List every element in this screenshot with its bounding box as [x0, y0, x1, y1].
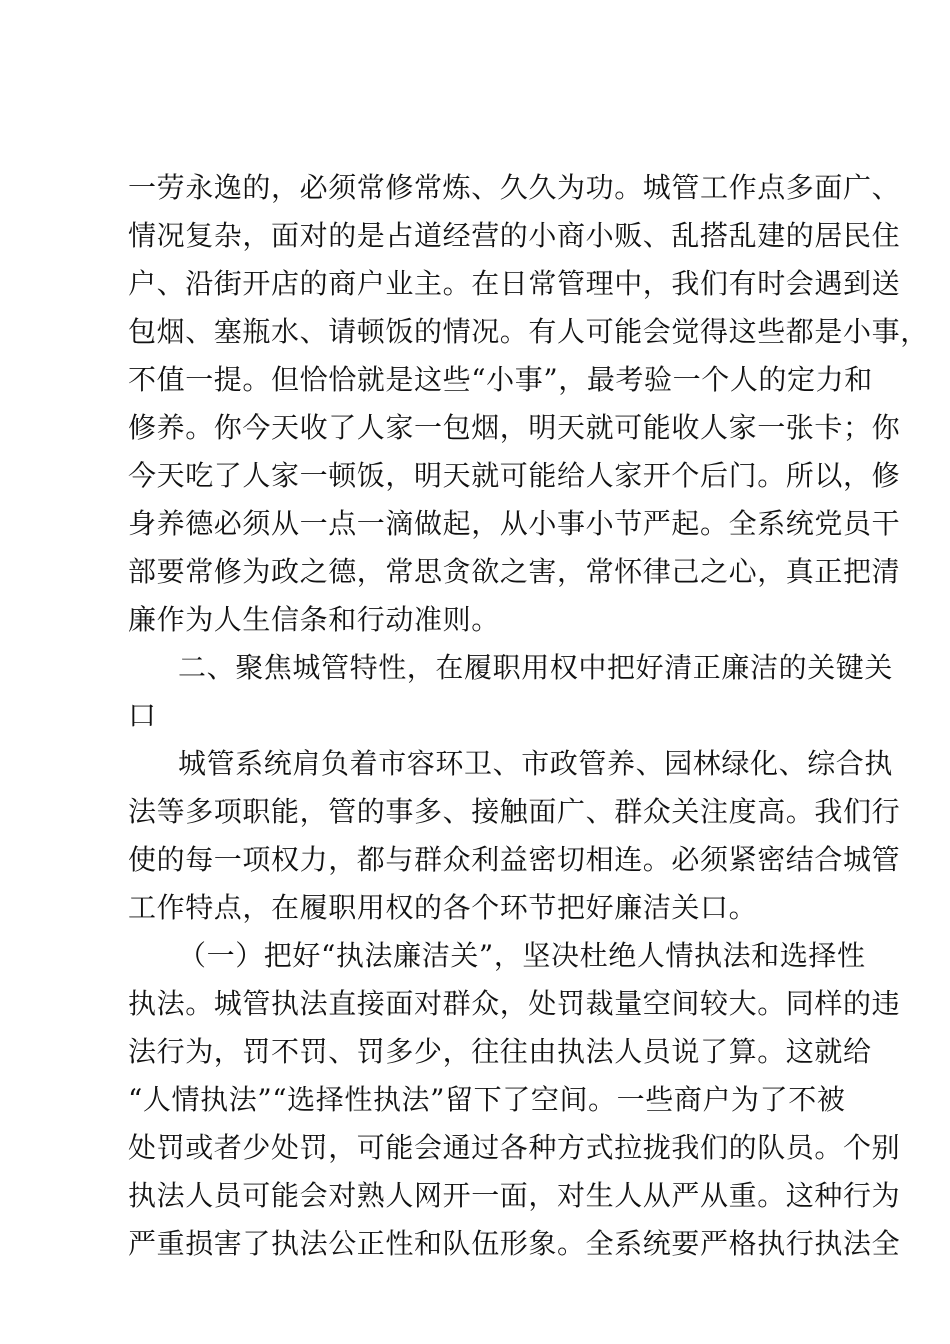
- paragraph-line: 城管系统肩负着市容环卫、市政管养、园林绿化、综合执: [178, 747, 894, 780]
- paragraph-line: 工作特点，在履职用权的各个环节把好廉洁关口。: [128, 891, 758, 924]
- paragraph-line: 执法人员可能会对熟人网开一面，对生人从严从重。这种行为: [128, 1179, 901, 1212]
- paragraph-line: 情况复杂，面对的是占道经营的小商小贩、乱搭乱建的居民住: [128, 219, 901, 252]
- paragraph-line: 户、沿街开店的商户业主。在日常管理中，我们有时会遇到送: [128, 267, 901, 300]
- paragraph-line: 使的每一项权力，都与群众利益密切相连。必须紧密结合城管: [128, 843, 901, 876]
- paragraph-line: 身养德必须从一点一滴做起，从小事小节严起。全系统党员干: [128, 507, 901, 540]
- paragraph-line: “人情执法”“选择性执法”留下了空间。一些商户为了不被: [128, 1083, 846, 1116]
- paragraph-line: 今天吃了人家一顿饭，明天就可能给人家开个后门。所以，修: [128, 459, 901, 492]
- paragraph-line: 包烟、塞瓶水、请顿饭的情况。有人可能会觉得这些都是小事，: [128, 315, 929, 348]
- paragraph-line: 部要常修为政之德，常思贪欲之害，常怀律己之心，真正把清: [128, 555, 901, 588]
- paragraph-line: 一劳永逸的，必须常修常炼、久久为功。城管工作点多面广、: [128, 171, 901, 204]
- paragraph-line: 严重损害了执法公正性和队伍形象。全系统要严格执行执法全: [128, 1227, 901, 1260]
- paragraph-line: 处罚或者少处罚，可能会通过各种方式拉拢我们的队员。个别: [128, 1131, 901, 1164]
- body-text: [128, 164, 929, 1268]
- paragraph-line: 修养。你今天收了人家一包烟，明天就可能收人家一张卡；你: [128, 411, 901, 444]
- paragraph-line: 法等多项职能，管的事多、接触面广、群众关注度高。我们行: [128, 795, 901, 828]
- paragraph-line: 不值一提。但恰恰就是这些“小事”，最考验一个人的定力和: [128, 363, 873, 396]
- section-heading-line: 二、聚焦城管特性，在履职用权中把好清正廉洁的关键关: [178, 651, 894, 684]
- section-heading-line: 口: [128, 699, 157, 732]
- paragraph-line: 法行为，罚不罚、罚多少，往往由执法人员说了算。这就给: [128, 1035, 872, 1068]
- paragraph-line: 执法。城管执法直接面对群众，处罚裁量空间较大。同样的违: [128, 987, 901, 1020]
- paragraph-line: 廉作为人生信条和行动准则。: [128, 603, 500, 636]
- paragraph-line: （一）把好“执法廉洁关”，坚决杜绝人情执法和选择性: [178, 939, 866, 972]
